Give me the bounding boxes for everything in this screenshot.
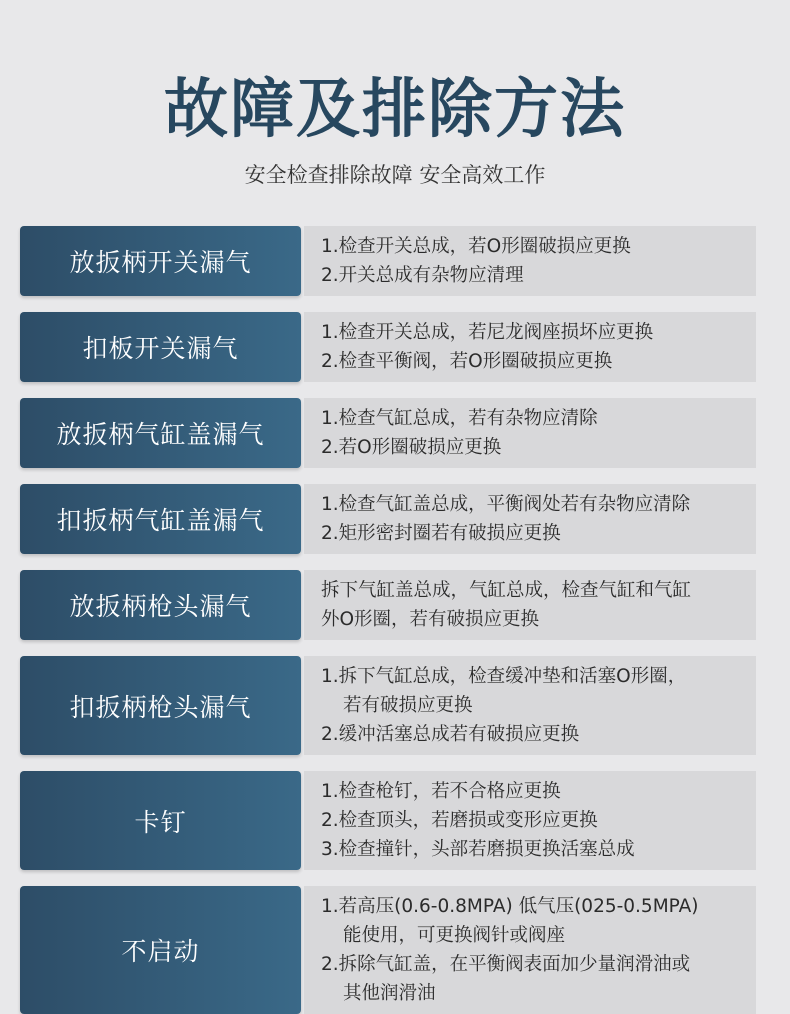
remedy-line: 2.若O形圈破损应更换 [321,437,502,458]
remedy-line: 1.拆下气缸总成，检查缓冲垫和活塞O形圈， [321,666,687,687]
fault-remedy [304,570,756,640]
fault-label: 卡钉 [134,807,187,837]
fault-remedy [304,312,756,382]
fault-row-press-nose-leak [20,656,756,755]
fault-label-box [20,771,301,870]
fault-remedy [304,484,756,554]
fault-label: 放扳柄气缸盖漏气 [56,420,265,449]
page-subtitle: 安全检查排除故障 安全高效工作 [244,163,546,187]
fault-label-box [20,226,301,296]
fault-label-box [20,570,301,640]
fault-label-box [20,312,301,382]
remedy-line: 其他润滑油 [343,983,436,1004]
remedy-line: 2.拆除气缸盖，在平衡阀表面加少量润滑油或 [321,954,691,975]
fault-remedy [304,771,756,870]
fault-label-box [20,886,301,1014]
fault-row-release-trigger-switch-leak [20,226,756,296]
remedy-line: 2.缓冲活塞总成若有破损应更换 [321,724,580,745]
fault-table [0,226,790,1014]
fault-row-release-nose-leak [20,570,756,640]
fault-row-release-cylinder-cap-leak [20,398,756,468]
fault-label: 扣扳柄枪头漏气 [69,692,252,722]
fault-label: 不启动 [121,937,200,966]
remedy-line: 能使用，可更换阀针或阀座 [343,925,566,946]
remedy-line: 2.检查顶头，若磨损或变形应更换 [321,810,598,831]
fault-label: 放扳柄开关漏气 [69,248,252,277]
fault-label: 扣板开关漏气 [82,334,239,363]
remedy-line: 2.矩形密封圈若有破损应更换 [321,523,561,544]
remedy-line: 1.检查开关总成，若尼龙阀座损坏应更换 [321,322,654,343]
remedy-line: 1.检查气缸盖总成，平衡阀处若有杂物应清除 [321,494,691,515]
remedy-line: 1.若高压(0.6-0.8MPA) 低气压(025-0.5MPA) [321,896,699,917]
fault-label-box [20,656,301,755]
fault-label-box [20,398,301,468]
fault-row-trigger-switch-leak [20,312,756,382]
fault-remedy [304,398,756,468]
fault-label: 扣扳柄气缸盖漏气 [56,506,265,535]
remedy-line: 1.检查开关总成，若O形圈破损应更换 [321,236,631,257]
remedy-line: 1.检查枪钉，若不合格应更换 [321,781,561,802]
remedy-line: 外O形圈，若有破损应更换 [321,609,540,630]
fault-row-no-start [20,886,756,1014]
remedy-line: 3.检查撞针，头部若磨损更换活塞总成 [321,839,635,860]
remedy-line: 2.开关总成有杂物应清理 [321,265,524,286]
remedy-line: 2.检查平衡阀，若O形圈破损应更换 [321,351,613,372]
fault-label-box [20,484,301,554]
fault-remedy [304,886,756,1014]
fault-label: 放扳柄枪头漏气 [69,592,252,621]
remedy-line: 1.检查气缸总成，若有杂物应清除 [321,408,598,429]
fault-row-press-cylinder-cap-leak [20,484,756,554]
fault-remedy [304,656,756,755]
fault-row-nail-jam [20,771,756,870]
remedy-line: 拆下气缸盖总成，气缸总成，检查气缸和气缸 [321,580,692,601]
remedy-line: 若有破损应更换 [343,695,473,716]
fault-remedy [304,226,756,296]
page-title: 故障及排除方法 [164,73,626,147]
